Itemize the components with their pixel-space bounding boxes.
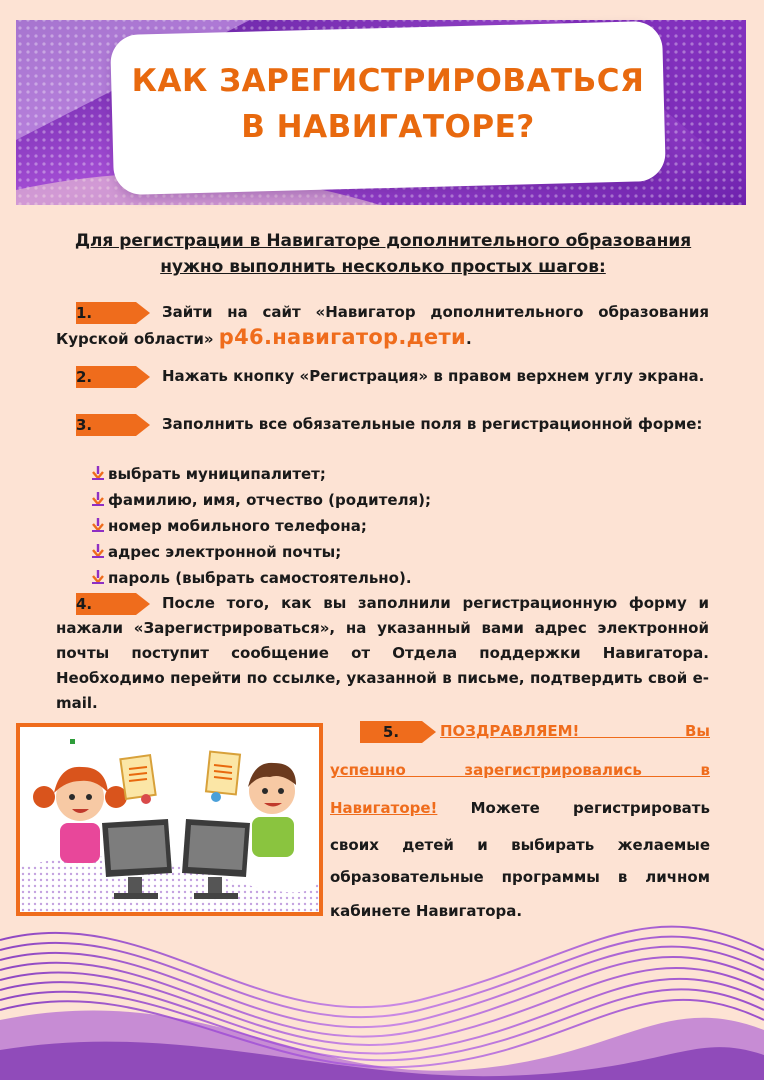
arrow-bullet-icon [90,543,106,559]
arrow-bullet-icon [90,517,106,533]
step-3 [56,412,709,437]
arrow-bullet-icon [90,569,106,585]
step-5-text-6: кабинете Навигатора. [330,902,523,920]
step-3-badge: 3. [76,414,136,436]
step-1-end: . [465,330,472,348]
step-4-text: После того, как вы заполнили регистрационную форму и нажали «Зарегистрироваться», на указанный вами адрес электронной почты поступит сообщение от Отдела поддержки Навигатора. Необходимо перейти по ссылке, указанной в письме, подтвердить свой e-mail. [56,594,709,712]
step-4-badge: 4. [76,593,136,615]
title-line-2: В НАВИГАТОРЕ? [241,109,535,145]
title-line-1: КАК ЗАРЕГИСТРИРОВАТЬСЯ [131,63,645,99]
congrats-text-2: успешно зарегистрировались в [330,761,710,779]
step-5-text-5: образовательные программы в личном [330,868,710,886]
arrow-bullet-icon [90,491,106,507]
intro-heading [48,228,718,280]
list-item: адрес электронной почты; [90,539,431,565]
congrats-text-3: Навигаторе! [330,799,438,817]
step-5-line-2 [330,757,710,783]
bottom-wave-decoration [0,880,764,1080]
step-5-badge: 5. [360,721,422,743]
arrow-bullet-icon [90,465,106,481]
step-5-text-4: своих детей и выбирать желаемые [330,836,710,854]
intro-line-2: нужно выполнить несколько простых шагов: [160,257,606,277]
step-4 [56,591,709,716]
step-1-badge: 1. [76,302,136,324]
step-1-text: Зайти на сайт «Навигатор дополнительного образования Курской области» [56,303,709,348]
step-5-text-3: Можете регистрировать [470,799,710,817]
step-3-text: Заполнить все обязательные поля в регистрационной форме: [162,415,703,433]
navigator-url-link[interactable]: р46.навигатор.дети [218,325,466,349]
step-2-text: Нажать кнопку «Регистрация» в правом верхнем углу экрана. [162,367,705,385]
step-1 [56,300,709,352]
list-item: фамилию, имя, отчество (родителя); [90,487,431,513]
list-item: пароль (выбрать самостоятельно). [90,565,431,591]
page-title [112,58,664,150]
step-5-line-1 [440,718,710,744]
step-2 [56,364,709,389]
congrats-text-1: ПОЗДРАВЛЯЕМ! Вы [440,722,710,740]
list-item: номер мобильного телефона; [90,513,431,539]
step-2-badge: 2. [76,366,136,388]
step-5-badge-wrap [360,721,422,743]
list-item: выбрать муниципалитет; [90,461,431,487]
step-5-line-3 [330,795,710,821]
required-fields-list [90,461,431,591]
step-5-line-4 [330,832,710,858]
intro-line-1: Для регистрации в Навигаторе дополнительного образования [74,231,692,251]
